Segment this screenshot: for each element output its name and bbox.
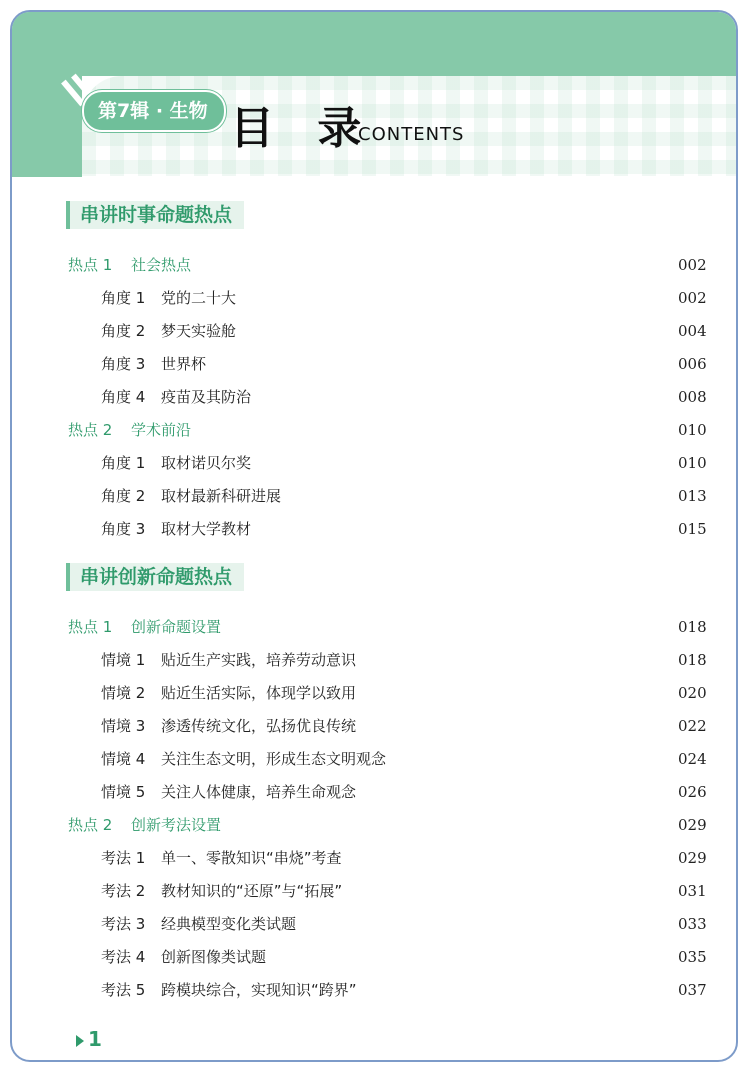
toc-entry-label: 热点 1 (68, 618, 113, 636)
toc-entry-title: 取材诺贝尔奖 (161, 454, 252, 472)
toc-entry-label: 角度 1 (101, 289, 146, 307)
page-number (76, 1027, 102, 1051)
toc-entry-page: 020 (678, 684, 707, 702)
toc-entry-row[interactable] (0, 648, 750, 672)
toc-entry-page: 035 (678, 948, 707, 966)
toc-entry-label: 情境 1 (101, 651, 146, 669)
toc-entry-row[interactable] (0, 912, 750, 936)
toc-entry-title: 跨模块综合，实现知识“跨界” (161, 981, 357, 999)
toc-entry-label: 考法 3 (101, 915, 146, 933)
toc-entry-label: 角度 1 (101, 454, 146, 472)
toc-entry-title: 学术前沿 (131, 421, 192, 439)
toc-entry-title: 社会热点 (131, 256, 192, 274)
toc-entry-page: 018 (678, 651, 707, 669)
toc-entry-label: 考法 2 (101, 882, 146, 900)
toc-entry-label: 角度 2 (101, 322, 146, 340)
toc-entry-row[interactable] (0, 286, 750, 310)
toc-entry-label: 角度 4 (101, 388, 146, 406)
toc-entry-title: 创新图像类试题 (161, 948, 267, 966)
toc-entry-title: 教材知识的“还原”与“拓展” (161, 882, 343, 900)
toc-entry-title: 渗透传统文化，弘扬优良传统 (161, 717, 357, 735)
toc-entry-title: 党的二十大 (161, 289, 237, 307)
toc-entry-title: 关注生态文明，形成生态文明观念 (161, 750, 387, 768)
toc-entry-label: 考法 1 (101, 849, 146, 867)
toc-entry-page: 029 (678, 849, 707, 867)
toc-entry-title: 单一、零散知识“串烧”考查 (161, 849, 342, 867)
toc-entry-row[interactable] (0, 681, 750, 705)
toc-entry-page: 018 (678, 618, 707, 636)
toc-hotspot-row[interactable] (0, 615, 750, 639)
toc-entry-title: 梦天实验舱 (161, 322, 237, 340)
toc-entry-title: 世界杯 (161, 355, 207, 373)
toc-entry-row[interactable] (0, 517, 750, 541)
toc-entry-row[interactable] (0, 319, 750, 343)
toc-hotspot-row[interactable] (0, 418, 750, 442)
toc-entry-page: 037 (678, 981, 707, 999)
toc-entry-row[interactable] (0, 747, 750, 771)
header-band (12, 12, 736, 76)
toc-entry-page: 008 (678, 388, 707, 406)
toc-entry-row[interactable] (0, 846, 750, 870)
toc-entry-label: 情境 4 (101, 750, 146, 768)
toc-entry-label: 热点 1 (68, 256, 113, 274)
toc-entry-label: 角度 2 (101, 487, 146, 505)
page-title: 目 录 (230, 103, 376, 154)
toc-entry-label: 角度 3 (101, 355, 146, 373)
toc-entry-row[interactable] (0, 945, 750, 969)
toc-entry-label: 热点 2 (68, 816, 113, 834)
toc-entry-page: 022 (678, 717, 707, 735)
toc-entry-row[interactable] (0, 385, 750, 409)
toc-entry-page: 006 (678, 355, 707, 373)
toc-entry-label: 考法 5 (101, 981, 146, 999)
toc-entry-title: 经典模型变化类试题 (161, 915, 297, 933)
toc-entry-page: 010 (678, 454, 707, 472)
toc-entry-label: 情境 5 (101, 783, 146, 801)
toc-entry-label: 热点 2 (68, 421, 113, 439)
toc-entry-row[interactable] (0, 879, 750, 903)
toc-entry-label: 情境 2 (101, 684, 146, 702)
toc-entry-title: 疫苗及其防治 (161, 388, 252, 406)
toc-entry-row[interactable] (0, 352, 750, 376)
toc-entry-page: 029 (678, 816, 707, 834)
toc-entry-label: 角度 3 (101, 520, 146, 538)
toc-entry-row[interactable] (0, 978, 750, 1002)
toc-hotspot-row[interactable] (0, 813, 750, 837)
toc-entry-row[interactable] (0, 484, 750, 508)
section-heading: 串讲创新命题热点 (66, 563, 244, 591)
toc-entry-row[interactable] (0, 780, 750, 804)
toc-entry-title: 贴近生活实际，体现学以致用 (161, 684, 357, 702)
toc-entry-page: 004 (678, 322, 707, 340)
toc-entry-title: 贴近生产实践，培养劳动意识 (161, 651, 357, 669)
toc-entry-page: 031 (678, 882, 707, 900)
page-subtitle: CONTENTS (358, 124, 465, 145)
toc-entry-label: 考法 4 (101, 948, 146, 966)
toc-entry-page: 015 (678, 520, 707, 538)
toc-entry-label: 情境 3 (101, 717, 146, 735)
toc-entry-page: 013 (678, 487, 707, 505)
toc-entry-title: 取材最新科研进展 (161, 487, 282, 505)
toc-entry-row[interactable] (0, 714, 750, 738)
toc-entry-page: 002 (678, 289, 707, 307)
toc-entry-title: 取材大学教材 (161, 520, 252, 538)
toc-entry-page: 002 (678, 256, 707, 274)
toc-entry-page: 033 (678, 915, 707, 933)
toc-entry-title: 关注人体健康，培养生命观念 (161, 783, 357, 801)
play-triangle-icon (76, 1035, 84, 1047)
toc-entry-page: 026 (678, 783, 707, 801)
page-number-text: 1 (88, 1027, 102, 1051)
volume-tag: 第7辑 · 生物 (82, 90, 226, 132)
toc-entry-title: 创新考法设置 (131, 816, 222, 834)
toc-entry-title: 创新命题设置 (131, 618, 222, 636)
section-heading: 串讲时事命题热点 (66, 201, 244, 229)
toc-entry-page: 024 (678, 750, 707, 768)
toc-hotspot-row[interactable] (0, 253, 750, 277)
toc-entry-row[interactable] (0, 451, 750, 475)
toc-entry-page: 010 (678, 421, 707, 439)
